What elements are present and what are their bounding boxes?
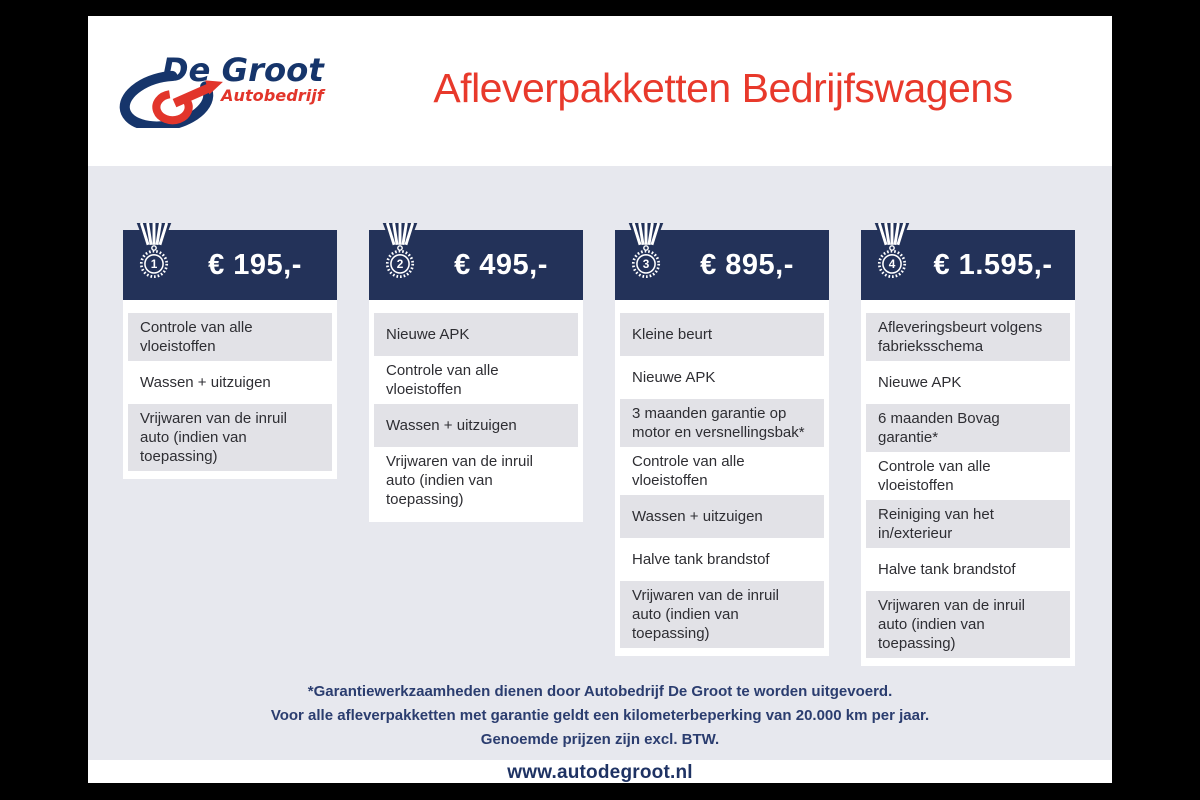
package-item-row: [866, 548, 1070, 591]
package-item-label: Controle van alle vloeistoffen: [140, 319, 253, 355]
flyer-page: [88, 16, 1112, 783]
package-header: [369, 230, 583, 300]
medal-icon: [378, 223, 422, 283]
package-item-label: Nieuwe APK: [878, 374, 962, 391]
flyer-header: [88, 16, 1112, 166]
footer-note: Genoemde prijzen zijn excl. BTW.: [480, 731, 720, 748]
package-card: [123, 230, 337, 479]
package-item-row: [866, 500, 1070, 548]
package-item-label: Wassen + uitzuigen: [632, 508, 763, 525]
footer-note: *Garantiewerkzaamheden dienen door Autobedrijf De Groot te worden uitgevoerd.: [307, 683, 893, 700]
package-card: [861, 230, 1075, 666]
package-item-row: [866, 361, 1070, 404]
package-item-row: [374, 404, 578, 447]
package-item-label: Nieuwe APK: [632, 369, 716, 386]
medal-rank-number: 2: [396, 257, 404, 272]
package-item-label: Vrijwaren van de inruil auto (indien van toepassing): [632, 587, 780, 642]
package-item-label: Kleine beurt: [632, 326, 713, 343]
logo-name: De Groot: [161, 54, 324, 89]
package-item-label: Afleveringsbeurt volgens fabrieksschema: [878, 319, 1043, 355]
package-item-row: [866, 452, 1070, 500]
footer-note: Voor alle afleverpakketten met garantie geldt een kilometerbeperking van 20.000 km per jaar.: [270, 707, 930, 724]
package-item-label: Reiniging van het in/exterieur: [878, 506, 994, 542]
logo-subtitle: Autobedrijf: [220, 86, 324, 106]
footer-notes: [88, 680, 1112, 752]
package-item-label: Halve tank brandstof: [878, 561, 1016, 578]
package-price: € 195,-: [208, 248, 302, 281]
package-item-label: Controle van alle vloeistoffen: [632, 453, 745, 489]
package-card: [615, 230, 829, 656]
package-item-row: [128, 404, 332, 471]
package-item-row: [620, 447, 824, 495]
package-price: € 1.595,-: [933, 248, 1053, 281]
de-groot-logo: [116, 54, 348, 128]
package-item-row: [128, 313, 332, 361]
package-item-row: [620, 581, 824, 648]
package-header: [123, 230, 337, 300]
package-item-row: [620, 399, 824, 447]
package-card: [369, 230, 583, 522]
medal-icon: [870, 223, 914, 283]
package-item-row: [866, 404, 1070, 452]
package-item-row: [128, 361, 332, 404]
package-item-row: [374, 313, 578, 356]
package-item-row: [620, 495, 824, 538]
package-item-row: [866, 591, 1070, 658]
package-price: € 895,-: [700, 248, 794, 281]
package-items: [615, 300, 829, 656]
package-item-label: Vrijwaren van de inruil auto (indien van toepassing): [878, 597, 1026, 652]
package-header: [861, 230, 1075, 300]
medal-rank-number: 1: [150, 257, 158, 272]
package-item-label: Controle van alle vloeistoffen: [878, 458, 991, 494]
package-item-label: 3 maanden garantie op motor en versnellingsbak*: [632, 405, 805, 441]
package-item-label: Nieuwe APK: [386, 326, 470, 343]
package-items: [861, 300, 1075, 666]
package-item-label: Wassen + uitzuigen: [140, 374, 271, 391]
content-panel: [88, 166, 1112, 783]
package-item-label: Vrijwaren van de inruil auto (indien van toepassing): [386, 453, 534, 508]
package-items: [369, 300, 583, 522]
package-item-row: [620, 356, 824, 399]
package-item-row: [620, 313, 824, 356]
website-link: www.autodegroot.nl: [507, 762, 693, 783]
package-item-label: 6 maanden Bovag garantie*: [878, 410, 1000, 446]
package-columns: [88, 166, 1112, 666]
page-title: Afleverpakketten Bedrijfswagens: [433, 64, 1013, 111]
package-item-row: [374, 356, 578, 404]
package-item-label: Halve tank brandstof: [632, 551, 770, 568]
package-header: [615, 230, 829, 300]
package-item-row: [866, 313, 1070, 361]
medal-icon: [132, 223, 176, 283]
package-item-label: Vrijwaren van de inruil auto (indien van toepassing): [140, 410, 288, 465]
package-item-label: Controle van alle vloeistoffen: [386, 362, 499, 398]
package-item-row: [374, 447, 578, 514]
medal-rank-number: 3: [642, 257, 650, 272]
package-price: € 495,-: [454, 248, 548, 281]
package-items: [123, 300, 337, 479]
medal-rank-number: 4: [888, 257, 896, 272]
package-item-row: [620, 538, 824, 581]
medal-icon: [624, 223, 668, 283]
package-item-label: Wassen + uitzuigen: [386, 417, 517, 434]
